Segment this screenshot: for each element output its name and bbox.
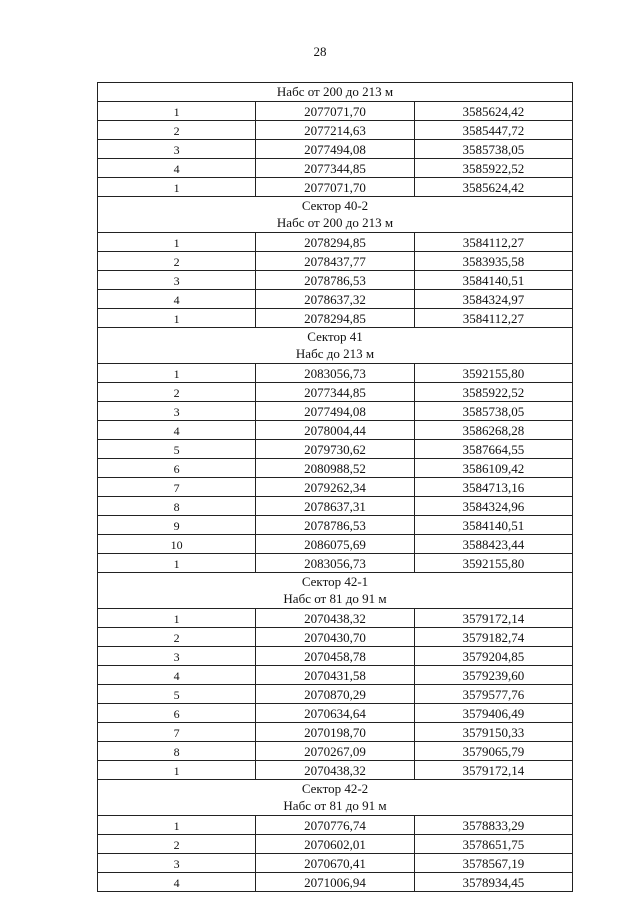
point-number-cell (98, 364, 256, 383)
point-number-cell (98, 704, 256, 723)
section-height-range: Набс от 200 до 213 м (276, 215, 394, 230)
point-number: 1 (173, 236, 180, 250)
section-title: Сектор 40-2 (301, 198, 369, 213)
point-number-cell (98, 854, 256, 873)
point-number-cell (98, 271, 256, 290)
point-number-cell (98, 742, 256, 761)
y-coordinate-cell: 3579150,33 (414, 723, 572, 742)
table-row (98, 685, 573, 704)
point-number: 1 (173, 612, 180, 626)
section-header (98, 780, 573, 816)
point-number-cell (98, 873, 256, 892)
y-coordinate-cell: 3585922,52 (414, 159, 572, 178)
point-number: 6 (173, 462, 180, 476)
point-number-cell (98, 383, 256, 402)
x-coordinate-cell: 2078294,85 (256, 233, 414, 252)
table-row (98, 704, 573, 723)
x-coordinate-cell: 2070438,32 (256, 761, 414, 780)
point-number-cell (98, 102, 256, 121)
x-coordinate-cell: 2083056,73 (256, 554, 414, 573)
point-number-cell (98, 761, 256, 780)
x-coordinate-cell: 2070870,29 (256, 685, 414, 704)
point-number: 3 (173, 274, 180, 288)
y-coordinate-cell: 3586268,28 (414, 421, 572, 440)
section-header-row (98, 780, 573, 816)
table-row (98, 873, 573, 892)
x-coordinate-cell: 2071006,94 (256, 873, 414, 892)
y-coordinate-cell: 3588423,44 (414, 535, 572, 554)
point-number-cell (98, 121, 256, 140)
point-number: 4 (173, 876, 180, 890)
table-row (98, 666, 573, 685)
point-number-cell (98, 535, 256, 554)
point-number-cell (98, 421, 256, 440)
section-height-range: Набс от 81 до 91 м (283, 798, 387, 813)
table-row (98, 121, 573, 140)
y-coordinate-cell: 3579065,79 (414, 742, 572, 761)
table-row (98, 761, 573, 780)
point-number: 5 (173, 688, 180, 702)
y-coordinate-cell: 3584324,96 (414, 497, 572, 516)
section-header (98, 573, 573, 609)
table-row (98, 854, 573, 873)
point-number-cell (98, 309, 256, 328)
point-number: 8 (173, 500, 180, 514)
x-coordinate-cell: 2077214,63 (256, 121, 414, 140)
x-coordinate-cell: 2070776,74 (256, 816, 414, 835)
x-coordinate-cell: 2077494,08 (256, 402, 414, 421)
y-coordinate-cell: 3585922,52 (414, 383, 572, 402)
page-number: 28 (313, 44, 327, 59)
table-row (98, 364, 573, 383)
point-number-cell (98, 478, 256, 497)
y-coordinate-cell: 3587664,55 (414, 440, 572, 459)
table-row (98, 252, 573, 271)
point-number: 4 (173, 669, 180, 683)
table-row (98, 628, 573, 647)
section-header (98, 197, 573, 233)
point-number: 1 (173, 819, 180, 833)
y-coordinate-cell: 3592155,80 (414, 364, 572, 383)
x-coordinate-cell: 2070267,09 (256, 742, 414, 761)
point-number: 4 (173, 162, 180, 176)
point-number: 2 (173, 631, 180, 645)
point-number: 1 (173, 764, 180, 778)
x-coordinate-cell: 2078437,77 (256, 252, 414, 271)
point-number-cell (98, 233, 256, 252)
table-row (98, 816, 573, 835)
point-number-cell (98, 159, 256, 178)
coordinates-table-body (98, 83, 573, 892)
x-coordinate-cell: 2077071,70 (256, 102, 414, 121)
section-header (98, 83, 573, 102)
y-coordinate-cell: 3585738,05 (414, 140, 572, 159)
coordinates-table (97, 82, 573, 892)
point-number: 1 (173, 105, 180, 119)
point-number-cell (98, 835, 256, 854)
x-coordinate-cell: 2078637,32 (256, 290, 414, 309)
y-coordinate-cell: 3579172,14 (414, 609, 572, 628)
table-row (98, 102, 573, 121)
point-number: 1 (173, 312, 180, 326)
y-coordinate-cell: 3585447,72 (414, 121, 572, 140)
table-row (98, 742, 573, 761)
x-coordinate-cell: 2077344,85 (256, 383, 414, 402)
table-row (98, 835, 573, 854)
section-header-row (98, 83, 573, 102)
x-coordinate-cell: 2079730,62 (256, 440, 414, 459)
point-number-cell (98, 816, 256, 835)
point-number: 6 (173, 707, 180, 721)
section-header-row (98, 197, 573, 233)
table-row (98, 723, 573, 742)
section-height-range: Набс от 200 до 213 м (276, 84, 394, 99)
y-coordinate-cell: 3579406,49 (414, 704, 572, 723)
point-number: 3 (173, 650, 180, 664)
point-number-cell (98, 440, 256, 459)
point-number-cell (98, 290, 256, 309)
y-coordinate-cell: 3592155,80 (414, 554, 572, 573)
table-row (98, 535, 573, 554)
point-number: 2 (173, 386, 180, 400)
y-coordinate-cell: 3583935,58 (414, 252, 572, 271)
x-coordinate-cell: 2070198,70 (256, 723, 414, 742)
table-row (98, 516, 573, 535)
y-coordinate-cell: 3579239,60 (414, 666, 572, 685)
y-coordinate-cell: 3579577,76 (414, 685, 572, 704)
table-row (98, 233, 573, 252)
point-number: 2 (173, 838, 180, 852)
y-coordinate-cell: 3585624,42 (414, 102, 572, 121)
y-coordinate-cell: 3585738,05 (414, 402, 572, 421)
point-number: 9 (173, 519, 180, 533)
point-number: 1 (173, 367, 180, 381)
point-number-cell (98, 666, 256, 685)
table-row (98, 178, 573, 197)
point-number: 1 (173, 181, 180, 195)
point-number: 3 (173, 857, 180, 871)
x-coordinate-cell: 2086075,69 (256, 535, 414, 554)
point-number: 2 (173, 124, 180, 138)
x-coordinate-cell: 2077494,08 (256, 140, 414, 159)
x-coordinate-cell: 2070458,78 (256, 647, 414, 666)
x-coordinate-cell: 2070634,64 (256, 704, 414, 723)
table-row (98, 478, 573, 497)
x-coordinate-cell: 2077344,85 (256, 159, 414, 178)
y-coordinate-cell: 3579182,74 (414, 628, 572, 647)
x-coordinate-cell: 2070431,58 (256, 666, 414, 685)
section-height-range: Набс до 213 м (295, 346, 375, 361)
section-title: Сектор 42-1 (301, 574, 369, 589)
table-row (98, 159, 573, 178)
x-coordinate-cell: 2078786,53 (256, 516, 414, 535)
x-coordinate-cell: 2078637,31 (256, 497, 414, 516)
y-coordinate-cell: 3584112,27 (414, 309, 572, 328)
point-number-cell (98, 252, 256, 271)
table-row (98, 383, 573, 402)
point-number-cell (98, 647, 256, 666)
table-row (98, 309, 573, 328)
section-header-row (98, 573, 573, 609)
x-coordinate-cell: 2070430,70 (256, 628, 414, 647)
section-height-range: Набс от 81 до 91 м (283, 591, 387, 606)
x-coordinate-cell: 2078004,44 (256, 421, 414, 440)
point-number-cell (98, 628, 256, 647)
point-number: 7 (173, 726, 180, 740)
x-coordinate-cell: 2078786,53 (256, 271, 414, 290)
point-number: 5 (173, 443, 180, 457)
y-coordinate-cell: 3578833,29 (414, 816, 572, 835)
point-number: 3 (173, 143, 180, 157)
table-row (98, 554, 573, 573)
y-coordinate-cell: 3584140,51 (414, 271, 572, 290)
y-coordinate-cell: 3578567,19 (414, 854, 572, 873)
y-coordinate-cell: 3586109,42 (414, 459, 572, 478)
x-coordinate-cell: 2080988,52 (256, 459, 414, 478)
table-row (98, 402, 573, 421)
point-number: 8 (173, 745, 180, 759)
section-header (98, 328, 573, 364)
point-number-cell (98, 178, 256, 197)
y-coordinate-cell: 3584112,27 (414, 233, 572, 252)
section-title: Сектор 42-2 (301, 781, 369, 796)
x-coordinate-cell: 2078294,85 (256, 309, 414, 328)
point-number: 7 (173, 481, 180, 495)
y-coordinate-cell: 3584324,97 (414, 290, 572, 309)
point-number-cell (98, 140, 256, 159)
section-title: Сектор 41 (307, 329, 363, 344)
section-header-row (98, 328, 573, 364)
point-number-cell (98, 459, 256, 478)
point-number-cell (98, 516, 256, 535)
point-number: 3 (173, 405, 180, 419)
y-coordinate-cell: 3579204,85 (414, 647, 572, 666)
x-coordinate-cell: 2083056,73 (256, 364, 414, 383)
x-coordinate-cell: 2077071,70 (256, 178, 414, 197)
table-row (98, 609, 573, 628)
point-number-cell (98, 554, 256, 573)
y-coordinate-cell: 3584713,16 (414, 478, 572, 497)
y-coordinate-cell: 3578651,75 (414, 835, 572, 854)
table-row (98, 440, 573, 459)
y-coordinate-cell: 3584140,51 (414, 516, 572, 535)
x-coordinate-cell: 2070670,41 (256, 854, 414, 873)
point-number: 4 (173, 424, 180, 438)
y-coordinate-cell: 3579172,14 (414, 761, 572, 780)
table-row (98, 647, 573, 666)
point-number-cell (98, 723, 256, 742)
table-row (98, 497, 573, 516)
point-number-cell (98, 609, 256, 628)
table-row (98, 459, 573, 478)
table-row (98, 421, 573, 440)
x-coordinate-cell: 2070438,32 (256, 609, 414, 628)
point-number: 2 (173, 255, 180, 269)
y-coordinate-cell: 3578934,45 (414, 873, 572, 892)
point-number: 10 (170, 538, 183, 552)
point-number: 4 (173, 293, 180, 307)
x-coordinate-cell: 2070602,01 (256, 835, 414, 854)
table-row (98, 271, 573, 290)
table-row (98, 140, 573, 159)
point-number-cell (98, 402, 256, 421)
point-number-cell (98, 685, 256, 704)
point-number-cell (98, 497, 256, 516)
point-number: 1 (173, 557, 180, 571)
x-coordinate-cell: 2079262,34 (256, 478, 414, 497)
table-row (98, 290, 573, 309)
y-coordinate-cell: 3585624,42 (414, 178, 572, 197)
